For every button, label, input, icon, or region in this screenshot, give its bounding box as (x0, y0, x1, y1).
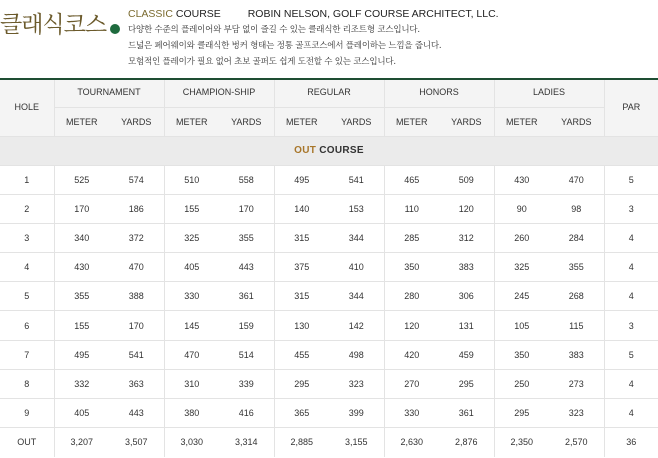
distance-cell: 312 (439, 223, 494, 252)
distance-cell: 295 (494, 399, 549, 428)
distance-cell: 330 (384, 399, 439, 428)
distance-cell: 325 (494, 253, 549, 282)
distance-cell: 120 (439, 194, 494, 223)
hole-cell: 1 (0, 165, 54, 194)
distance-cell: 375 (274, 253, 329, 282)
meter-header: METER (274, 107, 329, 136)
description-line: 다양한 수준의 플레이어와 부담 없이 즐길 수 있는 클래식한 리조트형 코스입니다. (128, 25, 420, 35)
par-cell: 36 (604, 428, 658, 457)
section-prefix: OUT (294, 145, 317, 156)
par-cell: 4 (604, 282, 658, 311)
table-row (0, 194, 658, 223)
distance-cell: 361 (219, 282, 274, 311)
table-top-rule (0, 78, 658, 80)
distance-cell: 443 (109, 399, 164, 428)
hole-cell: 2 (0, 194, 54, 223)
distance-cell: 495 (54, 340, 109, 369)
distance-cell: 3,030 (164, 428, 219, 457)
distance-cell: 315 (274, 282, 329, 311)
distance-cell: 131 (439, 311, 494, 340)
distance-cell: 340 (54, 223, 109, 252)
distance-cell: 130 (274, 311, 329, 340)
distance-cell: 355 (549, 253, 604, 282)
group-header-tournament: TOURNAMENT (54, 78, 164, 107)
table-row (0, 223, 658, 252)
distance-cell: 339 (219, 369, 274, 398)
par-cell: 4 (604, 369, 658, 398)
distance-cell: 541 (109, 340, 164, 369)
distance-cell: 372 (109, 223, 164, 252)
course-header (0, 0, 658, 78)
distance-cell: 470 (164, 340, 219, 369)
distance-cell: 306 (439, 282, 494, 311)
distance-cell: 3,507 (124, 437, 148, 448)
distance-cell: 273 (549, 369, 604, 398)
yards-header: YARDS (549, 107, 604, 136)
distance-cell: 2,885 (274, 428, 329, 457)
course-label-secondary: COURSE (175, 8, 221, 20)
total-row (0, 428, 658, 457)
distance-cell: 455 (274, 340, 329, 369)
distance-cell: 159 (219, 311, 274, 340)
distance-cell: 186 (109, 194, 164, 223)
course-meta (128, 8, 499, 20)
distance-cell: 541 (329, 165, 384, 194)
distance-cell: 410 (329, 253, 384, 282)
meter-header: METER (164, 107, 219, 136)
distance-cell: 470 (549, 165, 604, 194)
distance-cell: 268 (549, 282, 604, 311)
yards-header: YARDS (439, 107, 494, 136)
distance-cell: 3,207 (54, 428, 109, 457)
par-cell: 4 (604, 399, 658, 428)
distance-cell: 325 (164, 223, 219, 252)
meter-header: METER (54, 107, 109, 136)
distance-cell: 405 (164, 253, 219, 282)
section-label (0, 136, 658, 165)
header-row-units (0, 107, 658, 136)
distance-cell: 323 (329, 369, 384, 398)
header-row-groups (0, 78, 658, 107)
distance-cell: 350 (384, 253, 439, 282)
distance-cell: 430 (494, 165, 549, 194)
distance-cell: 344 (329, 282, 384, 311)
distance-cell: 332 (54, 369, 109, 398)
course-title (0, 6, 120, 39)
distance-cell: 495 (274, 165, 329, 194)
distance-cell: 2,630 (384, 428, 439, 457)
distance-cell: 250 (494, 369, 549, 398)
scorecard-table (0, 78, 658, 457)
par-header: PAR (604, 78, 658, 136)
distance-cell: 2,570 (565, 437, 588, 448)
yards-header: YARDS (329, 107, 384, 136)
distance-cell: 363 (109, 369, 164, 398)
distance-cell: 470 (109, 253, 164, 282)
distance-cell: 105 (494, 311, 549, 340)
distance-cell: 315 (274, 223, 329, 252)
distance-cell: 270 (384, 369, 439, 398)
distance-cell: 388 (109, 282, 164, 311)
hole-cell: OUT (17, 437, 37, 448)
distance-cell: 115 (549, 311, 604, 340)
distance-cell: 285 (384, 223, 439, 252)
distance-cell: 383 (439, 253, 494, 282)
distance-cell: 2,350 (494, 428, 549, 457)
distance-cell: 465 (384, 165, 439, 194)
section-suffix: COURSE (319, 145, 364, 156)
distance-cell: 430 (54, 253, 109, 282)
distance-cell: 3,314 (234, 437, 258, 448)
distance-cell: 405 (54, 399, 109, 428)
distance-cell: 574 (109, 165, 164, 194)
distance-cell: 245 (494, 282, 549, 311)
distance-cell: 3,155 (345, 437, 368, 448)
distance-cell: 383 (549, 340, 604, 369)
distance-cell: 170 (219, 194, 274, 223)
par-cell: 4 (604, 223, 658, 252)
distance-cell: 260 (494, 223, 549, 252)
architect-credit: ROBIN NELSON, GOLF COURSE ARCHITECT, LLC. (247, 8, 499, 20)
distance-cell: 355 (54, 282, 109, 311)
distance-cell: 98 (549, 194, 604, 223)
distance-cell: 380 (164, 399, 219, 428)
description-line: 드넓은 페어웨이와 클래식한 벙커 형태는 정통 골프코스에서 플레이하는 느낌을 줍니다. (128, 41, 442, 51)
distance-cell: 110 (384, 194, 439, 223)
distance-cell: 416 (219, 399, 274, 428)
meter-header: METER (384, 107, 439, 136)
group-header-regular: REGULAR (274, 78, 384, 107)
table-row (0, 282, 658, 311)
table-head (0, 78, 658, 136)
table-body (0, 136, 658, 457)
distance-cell: 509 (439, 165, 494, 194)
distance-cell: 310 (164, 369, 219, 398)
section-row (0, 136, 658, 165)
distance-cell: 140 (274, 194, 329, 223)
table-row (0, 311, 658, 340)
distance-cell: 514 (219, 340, 274, 369)
hole-header: HOLE (0, 78, 54, 136)
table-row (0, 340, 658, 369)
scorecard-table-wrap (0, 78, 658, 457)
description-line: 모험적인 플레이가 필요 없어 초보 골퍼도 쉽게 도전할 수 있는 코스입니다. (128, 57, 396, 67)
table-row (0, 399, 658, 428)
group-header-champion-ship: CHAMPION-SHIP (164, 78, 274, 107)
hole-cell: 6 (0, 311, 54, 340)
distance-cell: 120 (384, 311, 439, 340)
group-header-honors: HONORS (384, 78, 494, 107)
hole-cell: 5 (0, 282, 54, 311)
yards-header: YARDS (219, 107, 274, 136)
hole-cell: 3 (0, 223, 54, 252)
distance-cell: 145 (164, 311, 219, 340)
title-dot-icon (110, 24, 120, 34)
hole-cell: 8 (0, 369, 54, 398)
distance-cell: 155 (54, 311, 109, 340)
distance-cell: 295 (274, 369, 329, 398)
distance-cell: 142 (329, 311, 384, 340)
table-row (0, 165, 658, 194)
distance-cell: 350 (494, 340, 549, 369)
distance-cell: 2,876 (455, 437, 478, 448)
distance-cell: 420 (384, 340, 439, 369)
table-row (0, 369, 658, 398)
distance-cell: 525 (54, 165, 109, 194)
distance-cell: 443 (219, 253, 274, 282)
distance-cell: 510 (164, 165, 219, 194)
distance-cell: 399 (329, 399, 384, 428)
distance-cell: 90 (494, 194, 549, 223)
distance-cell: 153 (329, 194, 384, 223)
table-row (0, 253, 658, 282)
par-cell: 5 (604, 165, 658, 194)
par-cell: 5 (604, 340, 658, 369)
hole-cell: 4 (0, 253, 54, 282)
distance-cell: 330 (164, 282, 219, 311)
distance-cell: 170 (54, 194, 109, 223)
distance-cell: 280 (384, 282, 439, 311)
par-cell: 4 (604, 253, 658, 282)
distance-cell: 355 (219, 223, 274, 252)
hole-cell: 7 (0, 340, 54, 369)
distance-cell: 498 (329, 340, 384, 369)
par-cell: 3 (604, 311, 658, 340)
yards-header: YARDS (109, 107, 164, 136)
distance-cell: 170 (109, 311, 164, 340)
distance-cell: 295 (439, 369, 494, 398)
distance-cell: 361 (439, 399, 494, 428)
meter-header: METER (494, 107, 549, 136)
course-title-text: 클래식코스 (0, 12, 107, 38)
distance-cell: 558 (219, 165, 274, 194)
par-cell: 3 (604, 194, 658, 223)
group-header-ladies: LADIES (494, 78, 604, 107)
course-label-primary: CLASSIC (128, 8, 173, 20)
distance-cell: 323 (549, 399, 604, 428)
distance-cell: 284 (549, 223, 604, 252)
distance-cell: 155 (164, 194, 219, 223)
hole-cell: 9 (0, 399, 54, 428)
distance-cell: 459 (439, 340, 494, 369)
distance-cell: 365 (274, 399, 329, 428)
distance-cell: 344 (329, 223, 384, 252)
